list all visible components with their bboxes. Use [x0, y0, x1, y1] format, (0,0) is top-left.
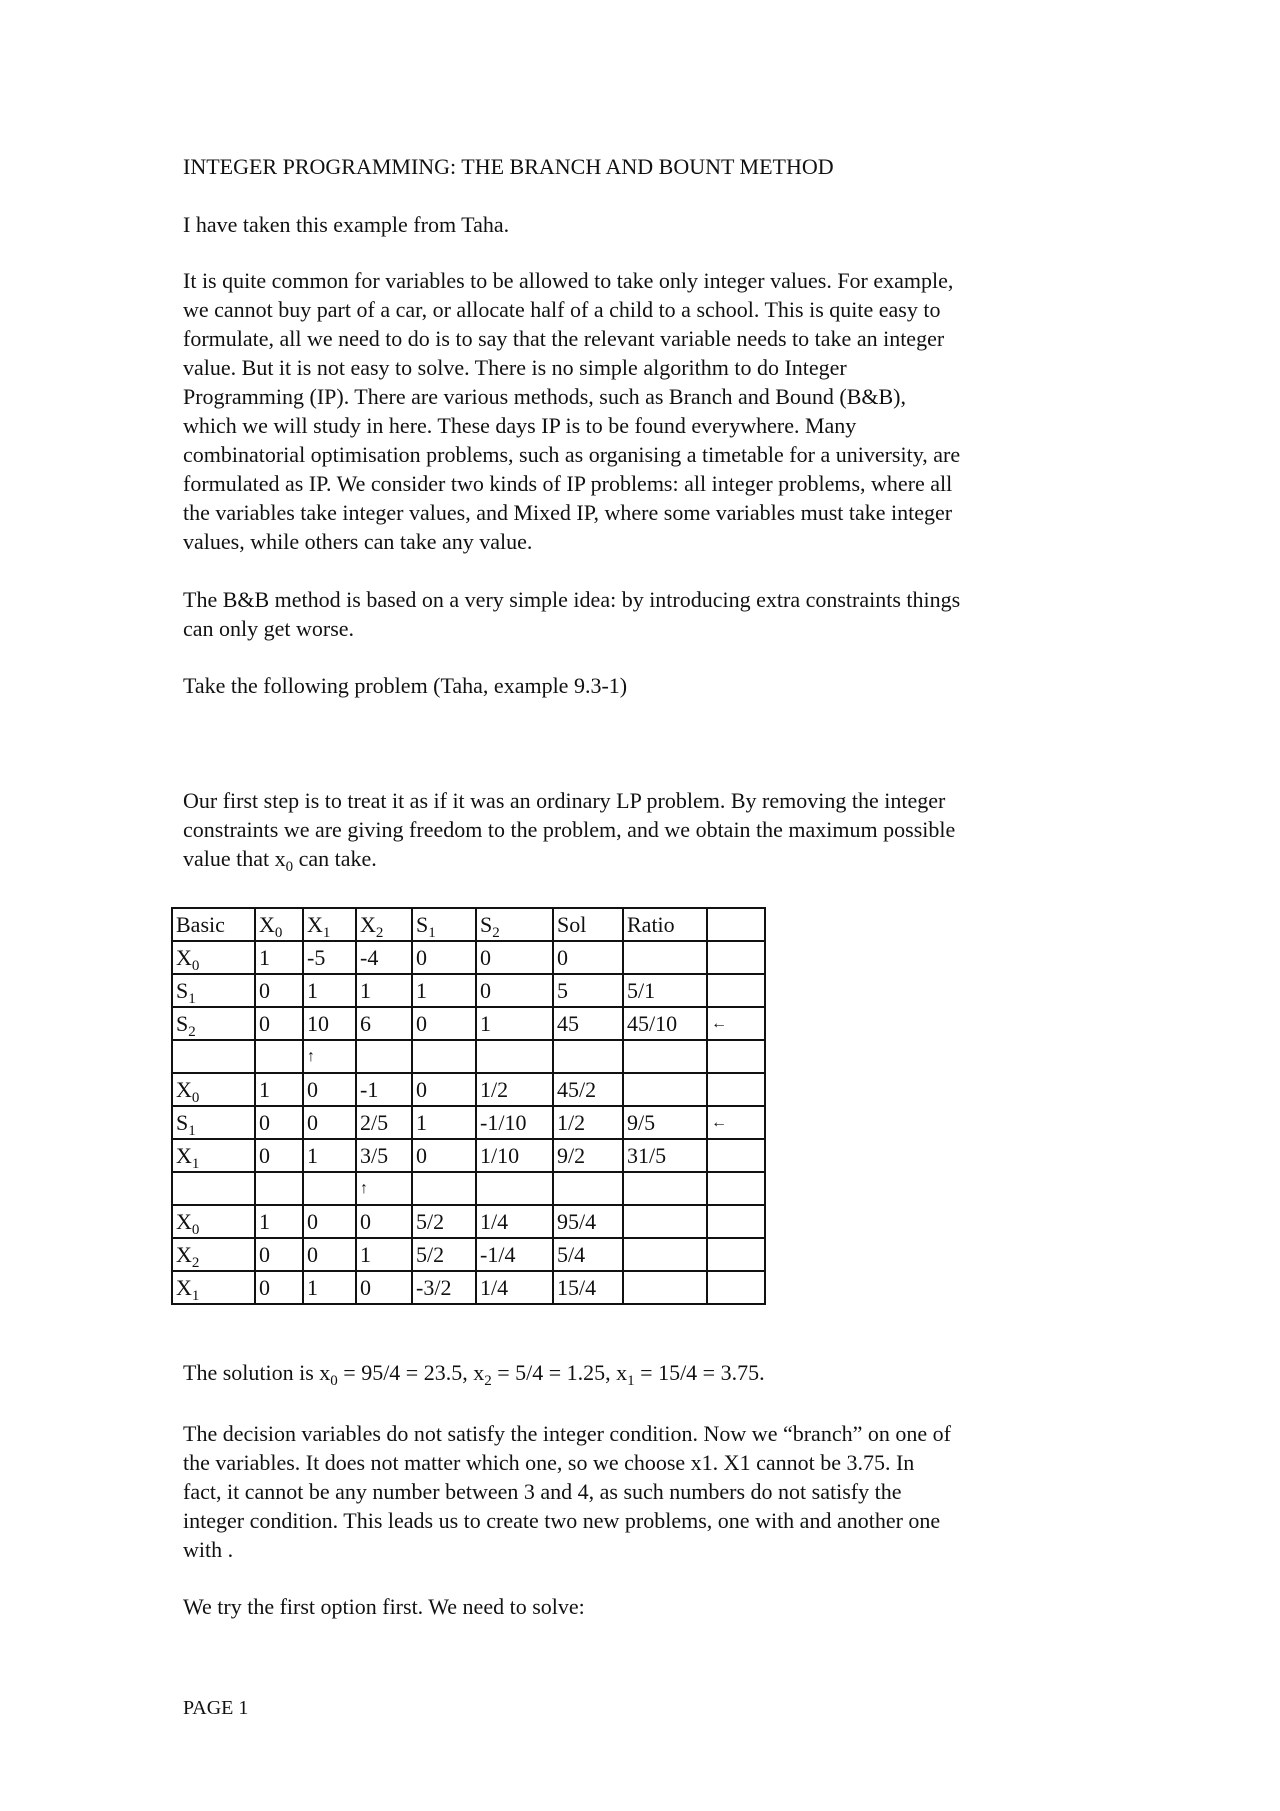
table-cell: 1	[303, 974, 356, 1007]
text-line: Our first step is to treat it as if it was an ordinary LP problem. By removing the integer	[183, 788, 946, 813]
subscript: 2	[484, 1373, 492, 1389]
text-line: with .	[183, 1537, 234, 1562]
basic-variable-cell	[172, 1139, 255, 1172]
cell-label: X	[176, 1143, 192, 1168]
subscript: 1	[627, 1373, 635, 1389]
column-header	[356, 908, 412, 941]
text-line: Programming (IP). There are various methods, such as Branch and Bound (B&B),	[183, 384, 907, 409]
subscript: 0	[191, 1222, 200, 1238]
paragraph-branch	[183, 1419, 1103, 1564]
basic-variable-cell	[172, 1172, 255, 1205]
solution-line	[183, 1358, 1103, 1387]
table-row	[172, 1172, 765, 1205]
table-cell	[623, 1271, 707, 1304]
table-row	[172, 1106, 765, 1139]
table-cell	[707, 974, 765, 1007]
column-header	[303, 908, 356, 941]
text-line: formulate, all we need to do is to say that the relevant variable needs to take an integer	[183, 326, 945, 351]
subscript: 2	[188, 1024, 196, 1040]
cell-label: X	[176, 1242, 192, 1267]
cell-label: S	[176, 978, 189, 1003]
paragraph-bb-idea	[183, 585, 1103, 643]
table-cell	[356, 1040, 412, 1073]
text-segment: The solution is x	[183, 1360, 331, 1385]
table-cell: 1/4	[476, 1271, 553, 1304]
paragraph-integer-values	[183, 266, 1103, 556]
subscript: 0	[285, 859, 294, 875]
table-cell	[707, 1073, 765, 1106]
table-cell: 0	[255, 1106, 303, 1139]
cell-label: S	[176, 1011, 189, 1036]
table-cell: -4	[356, 941, 412, 974]
column-header	[623, 908, 707, 941]
table-cell: -1/10	[476, 1106, 553, 1139]
pivot-column-arrow-icon: ↑	[356, 1172, 412, 1205]
table-cell	[707, 1238, 765, 1271]
subscript: 0	[330, 1373, 338, 1389]
basic-variable-cell	[172, 941, 255, 974]
page-number: PAGE 1	[183, 1697, 249, 1719]
basic-variable-cell	[172, 1205, 255, 1238]
text-line: formulated as IP. We consider two kinds of IP problems: all integer problems, where all	[183, 471, 953, 496]
page-footer	[183, 1694, 1103, 1723]
table-cell: 45	[553, 1007, 623, 1040]
table-cell: 2/5	[356, 1106, 412, 1139]
table-cell: 1/2	[476, 1073, 553, 1106]
pivot-column-arrow-icon: ↑	[303, 1040, 356, 1073]
table-cell: 9/5	[623, 1106, 707, 1139]
cell-label: S	[176, 1110, 189, 1135]
paragraph-first-option	[183, 1592, 1103, 1621]
table-cell	[476, 1172, 553, 1205]
text-line: value. But it is not easy to solve. There is no simple algorithm to do Integer	[183, 355, 847, 380]
table-cell: 0	[553, 941, 623, 974]
table-cell	[255, 1040, 303, 1073]
subscript: 0	[191, 1090, 200, 1106]
cell-label: Basic	[176, 912, 225, 937]
table-cell: 6	[356, 1007, 412, 1040]
table-cell: 0	[412, 1007, 476, 1040]
table-row	[172, 1271, 765, 1304]
table-cell: 0	[412, 941, 476, 974]
table-cell	[476, 1040, 553, 1073]
cell-label: X	[176, 1077, 192, 1102]
text-line: the variables. It does not matter which one, so we choose x1. X1 cannot be 3.75. In	[183, 1450, 915, 1475]
table-cell: 0	[303, 1205, 356, 1238]
table-cell	[623, 1172, 707, 1205]
table-row	[172, 1040, 765, 1073]
table-row	[172, 1073, 765, 1106]
text-line: which we will study in here. These days IP is to be found everywhere. Many	[183, 413, 857, 438]
table-cell	[412, 1040, 476, 1073]
table-cell: 0	[356, 1205, 412, 1238]
table-cell: 1	[255, 1073, 303, 1106]
cell-label: X	[176, 1275, 192, 1300]
text-segment: = 15/4 = 3.75.	[634, 1360, 765, 1385]
text-line: combinatorial optimisation problems, such as organising a timetable for a university, are	[183, 442, 961, 467]
cell-label: X	[360, 912, 376, 937]
table-cell: 0	[356, 1271, 412, 1304]
table-cell: 0	[255, 1139, 303, 1172]
basic-variable-cell	[172, 974, 255, 1007]
text-line: the variables take integer values, and Mixed IP, where some variables must take integer	[183, 500, 953, 525]
table-cell: 1	[255, 941, 303, 974]
basic-variable-cell	[172, 1238, 255, 1271]
column-header	[172, 908, 255, 941]
column-header	[553, 908, 623, 941]
table-cell: -3/2	[412, 1271, 476, 1304]
table-row	[172, 1007, 765, 1040]
table-cell: 1	[255, 1205, 303, 1238]
table-cell	[623, 1238, 707, 1271]
subscript: 1	[191, 1288, 200, 1304]
table-cell	[707, 1205, 765, 1238]
table-row	[172, 1238, 765, 1271]
table-cell: -1/4	[476, 1238, 553, 1271]
table-cell	[707, 941, 765, 974]
table-row	[172, 1139, 765, 1172]
text-line: The B&B method is based on a very simple idea: by introducing extra constraints things	[183, 587, 961, 612]
table-cell: 0	[476, 941, 553, 974]
cell-label: X	[176, 1209, 192, 1234]
text-line: The decision variables do not satisfy the integer condition. Now we “branch” on one of	[183, 1421, 951, 1446]
table-cell: 5/2	[412, 1238, 476, 1271]
subscript: 1	[188, 1123, 196, 1139]
table-cell: 1/10	[476, 1139, 553, 1172]
column-header	[476, 908, 553, 941]
text-line: It is quite common for variables to be allowed to take only integer values. For example,	[183, 268, 954, 293]
text-line	[183, 1358, 1103, 1387]
text-segment: = 5/4 = 1.25, x	[491, 1360, 628, 1385]
cell-label: Sol	[557, 912, 587, 937]
text-line: We try the first option first. We need to solve:	[183, 1594, 585, 1619]
text-segment: value that x	[183, 846, 286, 871]
table-cell: 1	[303, 1271, 356, 1304]
table-cell	[623, 1040, 707, 1073]
column-header	[412, 908, 476, 941]
table-cell: 10	[303, 1007, 356, 1040]
subscript: 2	[191, 1255, 200, 1271]
text-line: fact, it cannot be any number between 3 and 4, as such numbers do not satisfy the	[183, 1479, 902, 1504]
table-cell: 0	[303, 1238, 356, 1271]
subscript: 1	[188, 991, 196, 1007]
title-text: INTEGER PROGRAMMING: THE BRANCH AND BOUNT METHOD	[183, 154, 834, 179]
text-line: Take the following problem (Taha, example 9.3-1)	[183, 673, 628, 698]
cell-label: X	[176, 945, 192, 970]
text-segment: can take.	[293, 846, 377, 871]
cell-label: S	[480, 912, 493, 937]
text-segment: = 95/4 = 23.5, x	[337, 1360, 485, 1385]
table-header-row	[172, 908, 765, 941]
table-cell: 1	[356, 1238, 412, 1271]
table-cell: 1	[412, 974, 476, 1007]
table-cell: 0	[412, 1073, 476, 1106]
basic-variable-cell	[172, 1271, 255, 1304]
cell-label: X	[307, 912, 323, 937]
table-cell: 0	[255, 974, 303, 1007]
text-line: we cannot buy part of a car, or allocate half of a child to a school. This is quite easy to	[183, 297, 941, 322]
table-cell	[623, 1073, 707, 1106]
subscript: 0	[274, 925, 283, 941]
table-cell: -5	[303, 941, 356, 974]
table-cell: 5	[553, 974, 623, 1007]
table-cell	[623, 941, 707, 974]
table-cell: 31/5	[623, 1139, 707, 1172]
table-cell: 0	[303, 1106, 356, 1139]
table-cell	[255, 1172, 303, 1205]
text-line	[183, 844, 1103, 873]
cell-label: X	[259, 912, 275, 937]
table-cell: 1	[412, 1106, 476, 1139]
table-cell: 0	[255, 1007, 303, 1040]
pivot-row-arrow-icon: ←	[707, 1106, 765, 1139]
table-row	[172, 974, 765, 1007]
basic-variable-cell	[172, 1040, 255, 1073]
table-cell: 5/1	[623, 974, 707, 1007]
table-cell: 9/2	[553, 1139, 623, 1172]
cell-label: Ratio	[627, 912, 675, 937]
text-line: can only get worse.	[183, 616, 355, 641]
subscript: 1	[428, 925, 436, 941]
table-cell: 95/4	[553, 1205, 623, 1238]
intro-text: I have taken this example from Taha.	[183, 212, 510, 237]
page-title	[183, 152, 1103, 181]
table-cell: 0	[255, 1238, 303, 1271]
cell-label: S	[416, 912, 429, 937]
table-cell	[303, 1172, 356, 1205]
table-cell: 5/2	[412, 1205, 476, 1238]
table-cell: 1	[476, 1007, 553, 1040]
text-line: integer condition. This leads us to create two new problems, one with and another one	[183, 1508, 941, 1533]
intro-paragraph	[183, 210, 1103, 239]
table-cell	[553, 1172, 623, 1205]
subscript: 1	[191, 1156, 200, 1172]
column-header	[707, 908, 765, 941]
table-cell: 0	[303, 1073, 356, 1106]
paragraph-first-step	[183, 786, 1103, 873]
column-header	[255, 908, 303, 941]
table-cell: 0	[255, 1271, 303, 1304]
table-cell: 1/2	[553, 1106, 623, 1139]
subscript: 0	[191, 958, 200, 974]
table-row	[172, 1205, 765, 1238]
table-cell: 15/4	[553, 1271, 623, 1304]
table-cell	[707, 1040, 765, 1073]
subscript: 1	[322, 925, 331, 941]
table-cell: 1	[356, 974, 412, 1007]
table-cell	[553, 1040, 623, 1073]
table-row	[172, 941, 765, 974]
table-cell	[707, 1172, 765, 1205]
table-cell: 1/4	[476, 1205, 553, 1238]
table-cell: 3/5	[356, 1139, 412, 1172]
subscript: 2	[492, 925, 500, 941]
paragraph-problem-ref	[183, 671, 1103, 700]
table-cell: 0	[476, 974, 553, 1007]
basic-variable-cell	[172, 1007, 255, 1040]
basic-variable-cell	[172, 1106, 255, 1139]
table-cell: 0	[412, 1139, 476, 1172]
pivot-row-arrow-icon: ←	[707, 1007, 765, 1040]
table-cell	[707, 1271, 765, 1304]
table-cell	[707, 1139, 765, 1172]
table-cell: 45/10	[623, 1007, 707, 1040]
table-cell: 1	[303, 1139, 356, 1172]
table-cell: -1	[356, 1073, 412, 1106]
simplex-tableau	[171, 907, 766, 1305]
text-line: constraints we are giving freedom to the problem, and we obtain the maximum possible	[183, 817, 956, 842]
table-cell	[412, 1172, 476, 1205]
subscript: 2	[375, 925, 384, 941]
table-cell: 5/4	[553, 1238, 623, 1271]
basic-variable-cell	[172, 1073, 255, 1106]
text-line: values, while others can take any value.	[183, 529, 533, 554]
table-cell: 45/2	[553, 1073, 623, 1106]
table-cell	[623, 1205, 707, 1238]
